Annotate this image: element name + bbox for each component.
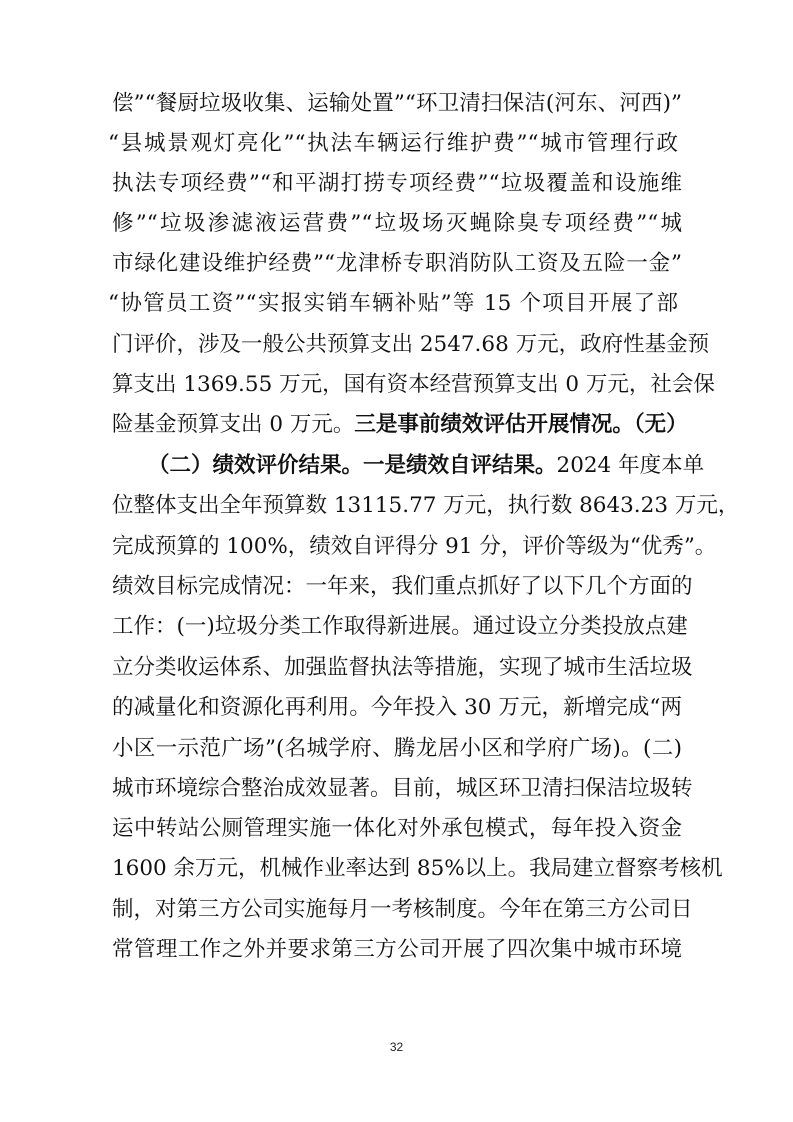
text-line <box>112 90 682 118</box>
text-segment: 常管理工作之外并要求第三方公司开展了四次集中城市环境 <box>112 937 682 962</box>
text-line <box>112 855 723 883</box>
bold-text-segment: 三是事前绩效评估开展情况。（无） <box>354 412 688 437</box>
text-segment: 险基金预算支出 0 万元。 <box>112 412 355 437</box>
text-segment: 制，对第三方公司实施每月一考核制度。今年在第三方公司日 <box>112 897 693 922</box>
text-segment: 运中转站公厕管理实施一体化对外承包模式，每年投入资金 <box>112 816 682 841</box>
text-line <box>148 452 705 480</box>
text-segment: 1600 余万元，机械作业率达到 85%以上。我局建立督察考核机 <box>112 856 723 881</box>
text-segment: 工作：(一)垃圾分类工作取得新进展。通过设立分类投放点建 <box>112 614 688 639</box>
text-line <box>112 533 717 561</box>
text-segment: 偿”“餐厨垃圾收集、运输处置”“环卫清扫保洁(河东、河西)” <box>112 91 682 116</box>
text-line <box>112 573 693 601</box>
text-segment: 修”“垃圾渗滤液运营费”“垃圾场灭蝇除臭专项经费”“城 <box>112 211 682 236</box>
text-line <box>112 250 682 278</box>
text-segment: 位整体支出全年预算数 13115.77 万元，执行数 8643.23 万元， <box>112 493 740 518</box>
text-line <box>112 815 682 843</box>
text-line <box>112 936 682 964</box>
text-segment: 门评价，涉及一般公共预算支出 2547.68 万元，政府性基金预 <box>112 332 710 357</box>
text-segment: 2024 年度本单 <box>556 453 705 478</box>
text-segment: 市绿化建设维护经费”“龙津桥专职消防队工资及五险一金” <box>112 251 682 276</box>
text-line <box>112 896 693 924</box>
text-line <box>112 331 710 359</box>
text-line <box>108 290 678 318</box>
text-segment: 绩效目标完成情况：一年来，我们重点抓好了以下几个方面的 <box>112 574 693 599</box>
page-number: 32 <box>389 1040 404 1054</box>
text-segment: 立分类收运体系、加强监督执法等措施，实现了城市生活垃圾 <box>112 655 693 680</box>
text-line <box>112 492 740 520</box>
text-segment: 城市环境综合整治成效显著。目前，城区环卫清扫保洁垃圾转 <box>112 776 693 801</box>
text-segment: 完成预算的 100%，绩效自评得分 91 分，评价等级为“优秀”。 <box>112 534 717 559</box>
text-line <box>108 130 678 158</box>
text-segment: 小区一示范广场”(名城学府、腾龙居小区和学府广场)。(二) <box>112 736 682 761</box>
text-line <box>112 613 688 641</box>
text-line <box>112 170 682 198</box>
text-line <box>112 210 682 238</box>
bold-text-segment: （二）绩效评价结果。一是绩效自评结果。 <box>148 453 557 478</box>
text-line <box>112 694 682 722</box>
text-line <box>112 411 688 439</box>
text-segment: “协管员工资”“实报实销车辆补贴”等 15 个项目开展了部 <box>108 291 678 316</box>
text-segment: 执法专项经费”“和平湖打捞专项经费”“垃圾覆盖和设施维 <box>112 171 682 196</box>
text-segment: 算支出 1369.55 万元，国有资本经营预算支出 0 万元，社会保 <box>112 372 715 397</box>
text-line <box>112 775 693 803</box>
text-segment: 的减量化和资源化再利用。今年投入 30 万元，新增完成“两 <box>112 695 682 720</box>
text-line <box>112 371 715 399</box>
text-segment: “县城景观灯亮化”“执法车辆运行维护费”“城市管理行政 <box>108 131 678 156</box>
text-line <box>112 654 693 682</box>
text-line <box>112 735 682 763</box>
